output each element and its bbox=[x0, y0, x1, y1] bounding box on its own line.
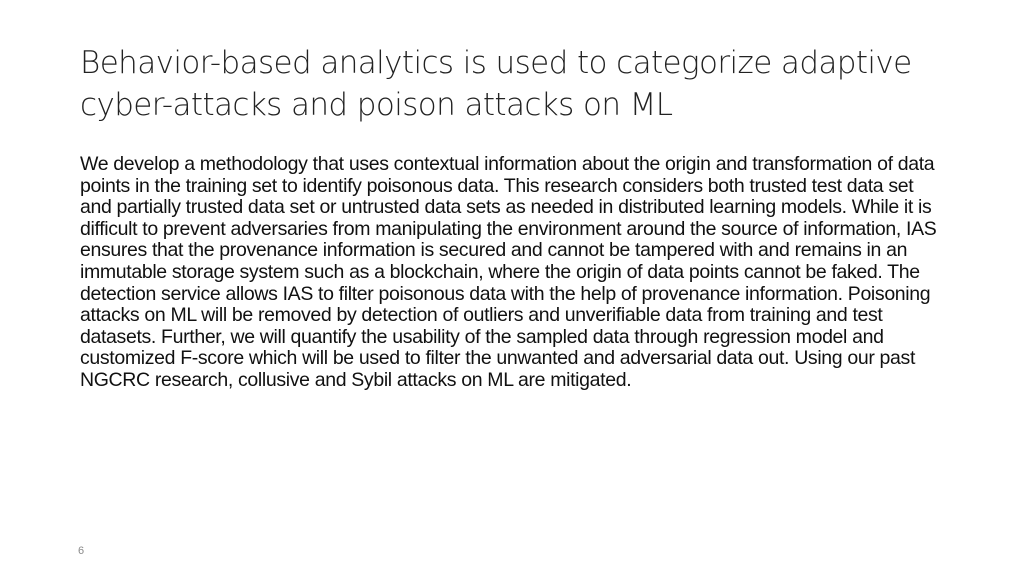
slide-title: Behavior-based analytics is used to categorize adaptive cyber-attacks and poison attacks on ML bbox=[80, 45, 912, 123]
slide-number: 6 bbox=[78, 545, 85, 557]
slide-body-text: We develop a methodology that uses contextual information about the origin and transformation of data points in the training set to identify poisonous data. This research considers both trusted test data set and partially trusted data set or untrusted data sets as needed in distributed learning models. While it is difficult to prevent adversaries from manipulating the environment around the source of information, IAS ensures that the provenance information is secured and cannot be tampered with and remains in an immutable storage system such as a blockchain, where the origin of data points cannot be faked. The detection service allows IAS to filter poisonous data with the help of provenance information. Poisoning attacks on ML will be removed by detection of outliers and unverifiable data from training and test datasets. Further, we will quantify the usability of the sampled data through regression model and customized F-score which will be used to filter the unwanted and adversarial data out. Using our past NGCRC research, collusive and Sybil attacks on ML are mitigated. bbox=[80, 153, 937, 391]
